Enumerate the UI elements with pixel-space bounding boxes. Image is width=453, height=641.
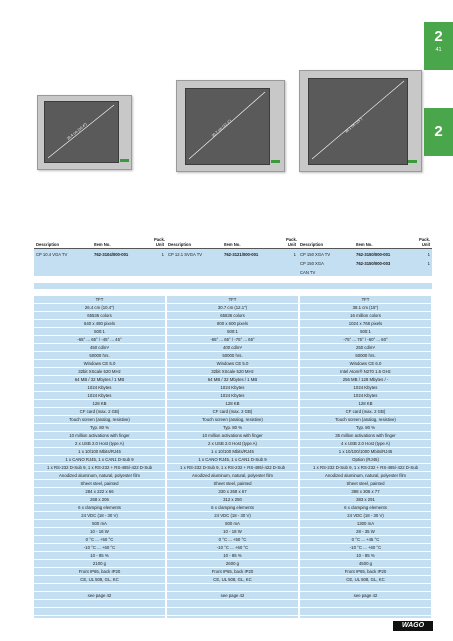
spec-cell: 24 VDC (18 - 30 V): [300, 512, 431, 520]
spec-cell: 284 x 222 x 66: [34, 488, 165, 496]
col-header: Description: [298, 233, 354, 249]
page-number: 41: [435, 47, 442, 53]
spec-cell: Anodized aluminum, natural, polyester film: [167, 472, 298, 480]
spec-cell: 500 mA: [34, 520, 165, 528]
col-header: Description: [166, 233, 222, 249]
spec-cell: 50000 hrs.: [34, 352, 165, 360]
spec-cell: Typ. 80 %: [300, 424, 431, 432]
spec-cell: -10 °C ... +60 °C: [300, 544, 431, 552]
spec-cell: 28 - 35 W: [300, 528, 431, 536]
spec-cell: 128 KB: [167, 400, 298, 408]
spacer-band: [34, 283, 432, 289]
col-header: Item No.: [354, 233, 416, 249]
spec-cell: 0 °C ... +50 °C: [34, 536, 165, 544]
spec-cell: 128 KB: [34, 400, 165, 408]
spec-cell: 256 MB / 128 Mbytes / -: [300, 376, 431, 384]
spec-cell: Typ. 80 %: [34, 424, 165, 432]
spec-cell: 2 x USB 2.0 Host (type A): [34, 440, 165, 448]
spec-cell: TFT: [34, 296, 165, 304]
chapter-tab-mid[interactable]: 2: [424, 108, 453, 156]
spec-cell: 2600 g: [167, 560, 298, 568]
spec-column-10in: [34, 296, 165, 618]
col-header: Pack. Unit: [152, 233, 166, 249]
wago-brand-logo: WAGO: [393, 621, 433, 631]
spec-cell: 10 million activations with finger: [34, 432, 165, 440]
spec-cell: 10 - 85 %: [34, 552, 165, 560]
spec-cell: CE, UL 508, GL, KC: [34, 576, 165, 584]
spec-cell: -65° ... 65° / -45° ... 45°: [34, 336, 165, 344]
spec-cell: TFT: [300, 296, 431, 304]
spec-cell: Typ. 80 %: [167, 424, 298, 432]
spec-cell: 1024 Kbytes: [34, 392, 165, 400]
spec-cell: 1 x 10/100 Mbits/RJ45: [167, 448, 298, 456]
spec-cell: -75° ... 75° / -60° ... 60°: [300, 336, 431, 344]
spec-cell: 65536 colors: [167, 312, 298, 320]
spec-cell: Sheet steel, painted: [167, 480, 298, 488]
spec-cell: 1 x RS-232 D-Sub 9, 1 x RS-232 + RS-485/-422 D-Sub: [34, 464, 165, 472]
wago-logo-icon: [120, 159, 129, 162]
spec-cell: 4500 g: [300, 560, 431, 568]
product-item-no[interactable]: 762-3121/000-001: [222, 249, 284, 259]
spec-cell: 24 VDC (18 - 30 V): [167, 512, 298, 520]
spec-cell: [300, 584, 431, 592]
spec-cell: Option (RJ45): [300, 456, 431, 464]
spec-cell: 450 cd/m²: [34, 344, 165, 352]
spec-cell: Sheet steel, painted: [34, 480, 165, 488]
spec-cell: Windows CE 5.0: [34, 360, 165, 368]
spec-cell: [300, 608, 431, 616]
spec-cell: see page 42: [167, 592, 298, 600]
spec-column-12in: [167, 296, 298, 618]
spec-cell: Sheet steel, painted: [300, 480, 431, 488]
col-header: Item No.: [222, 233, 284, 249]
spec-cell: 10 million activations with finger: [167, 432, 298, 440]
spec-cell: Touch screen (analog, resistive): [167, 416, 298, 424]
wago-logo-icon: [271, 160, 280, 163]
spec-column-15in: [300, 296, 431, 618]
chapter-tab[interactable]: [424, 22, 453, 70]
diagonal-arrow-icon: [177, 81, 284, 171]
spec-cell: 398 x 306 x 77: [300, 488, 431, 496]
col-header: Item No.: [92, 233, 152, 249]
product-pack: 1: [284, 249, 298, 259]
spec-cell: 10 - 18 W: [167, 528, 298, 536]
spec-cell: Touch screen (analog, resistive): [34, 416, 165, 424]
spec-cell: 16 million colors: [300, 312, 431, 320]
spec-cell: 500:1: [300, 328, 431, 336]
spec-cell: [34, 584, 165, 592]
diagonal-label: 30.7 cm (12.1"): [211, 118, 233, 138]
spec-cell: see page 42: [34, 592, 165, 600]
spec-cell: CF card (max. 2 GB): [34, 408, 165, 416]
spec-cell: -65° ... 65° / -75° ... 65°: [167, 336, 298, 344]
spec-cell: 24 VDC (18 - 30 V): [34, 512, 165, 520]
spec-cell: 1024 Kbytes: [300, 384, 431, 392]
spec-cell: -10 °C ... +60 °C: [167, 544, 298, 552]
spec-cell: [34, 600, 165, 608]
table-row: [34, 267, 432, 276]
spec-cell: 32bit XScale 520 MHz: [34, 368, 165, 376]
spec-cell: 6 x clamping elements: [34, 504, 165, 512]
panel-image-15in: [299, 70, 422, 172]
table-row: [34, 258, 432, 267]
spec-cell: see page 42: [300, 592, 431, 600]
spec-cell: Intel Atom® N270 1.6 GHz: [300, 368, 431, 376]
spec-cell: 1024 Kbytes: [300, 392, 431, 400]
spec-cell: 500 mA: [167, 520, 298, 528]
spec-cell: 268 x 206: [34, 496, 165, 504]
diagonal-label: 26.4 cm (10.4"): [66, 122, 88, 141]
spec-cell: 35 million activations with finger: [300, 432, 431, 440]
spec-cell: 65536 colors: [34, 312, 165, 320]
spec-cell: 4 x USB 2.0 Host (type A): [300, 440, 431, 448]
product-description: CAN TV: [298, 267, 354, 276]
spec-cell: 0 °C ... +45 °C: [300, 536, 431, 544]
spec-cell: 1 x RS-232 D-Sub 9, 1 x RS-232 + RS-485/-422 D-Sub: [167, 464, 298, 472]
spec-cell: Anodized aluminum, natural, polyester film: [300, 472, 431, 480]
spec-cell: 250 cd/m²: [300, 344, 431, 352]
panel-image-12in: [176, 80, 285, 172]
product-item-no[interactable]: 762-3104/000-001: [92, 249, 152, 259]
spec-cell: -10 °C ... +60 °C: [34, 544, 165, 552]
product-pack: 1: [416, 258, 432, 267]
spec-cell: [167, 600, 298, 608]
spec-cell: 1024 x 768 pixels: [300, 320, 431, 328]
diagonal-label: 38.1 cm (15"): [344, 116, 364, 134]
spec-cell: [167, 608, 298, 616]
product-pack: 1: [416, 249, 432, 259]
spec-cell: 500:1: [167, 328, 298, 336]
product-item-no[interactable]: 762-3150/000-003: [354, 258, 416, 267]
spec-cell: 6 x clamping elements: [300, 504, 431, 512]
product-description: CP 150 XGA TV: [298, 249, 354, 259]
spec-cell: 1 x CANO RJ45, 1 x CAN1 D-Sub 9: [34, 456, 165, 464]
spec-cell: 64 MB / 32 Mbytes / 1 MB: [34, 376, 165, 384]
spec-cell: Touch screen (analog, resistive): [300, 416, 431, 424]
spec-cell: Windows CE 5.0: [167, 360, 298, 368]
spec-cell: CF card (max. 2 GB): [300, 408, 431, 416]
spec-cell: CE, UL 508, GL, KC: [300, 576, 431, 584]
col-header: Description: [34, 233, 92, 249]
spec-cell: 1024 Kbytes: [167, 392, 298, 400]
spec-cell: 128 KB: [300, 400, 431, 408]
spec-cell: CF card (max. 2 GB): [167, 408, 298, 416]
diagonal-arrow-icon: [300, 71, 421, 171]
spec-cell: 0 °C ... +50 °C: [167, 536, 298, 544]
spec-cell: 64 MB / 32 Mbytes / 1 MB: [167, 376, 298, 384]
spec-cell: 1 x CANO RJ45, 1 x CAN1 D-Sub 9: [167, 456, 298, 464]
product-description: CP 12.1 SVGA TV: [166, 249, 222, 259]
product-description: CP 10.4 VGA TV: [34, 249, 92, 259]
spec-cell: Front IP65, back IP20: [34, 568, 165, 576]
col-header: Pack. Unit: [284, 233, 298, 249]
spec-cell: 50000 hrs.: [300, 352, 431, 360]
spec-cell: 1 x RS-232 D-Sub 9, 1 x RS-232 + RS-485/-422 D-Sub: [300, 464, 431, 472]
spec-cell: 26.4 cm (10.4"): [34, 304, 165, 312]
spec-cell: 10 - 85 %: [167, 552, 298, 560]
spec-cell: Front IP65, back IP20: [300, 568, 431, 576]
chapter-number: 2: [434, 28, 443, 45]
spec-cell: 2100 g: [34, 560, 165, 568]
spec-cell: 1024 Kbytes: [34, 384, 165, 392]
spec-cell: 10 - 18 W: [34, 528, 165, 536]
spec-cell: [167, 584, 298, 592]
spec-cell: 1 x 10/100 Mbits/RJ45: [34, 448, 165, 456]
spec-cell: Front IP65, back IP20: [167, 568, 298, 576]
spec-cell: 400 cd/m²: [167, 344, 298, 352]
spec-cell: 6 x clamping elements: [167, 504, 298, 512]
spec-cell: Anodized aluminum, natural, polyester film: [34, 472, 165, 480]
spec-cell: [300, 600, 431, 608]
table-row: [34, 249, 432, 259]
col-header: Pack. Unit: [416, 233, 432, 249]
spec-cell: 800 x 600 pixels: [167, 320, 298, 328]
diagonal-arrow-icon: [38, 96, 131, 169]
product-pack: 1: [152, 249, 166, 259]
spec-cell: Windows CE 6.0: [300, 360, 431, 368]
spec-cell: 30.7 cm (12.1"): [167, 304, 298, 312]
spec-cell: 38.1 cm (15"): [300, 304, 431, 312]
spec-cell: 50000 hrs.: [167, 352, 298, 360]
product-item-no[interactable]: 762-3150/000-001: [354, 249, 416, 259]
spec-cell: 10 - 85 %: [300, 552, 431, 560]
spec-cell: 640 x 480 pixels: [34, 320, 165, 328]
spec-cell: 330 x 268 x 67: [167, 488, 298, 496]
product-description: CP 150 XGA: [298, 258, 354, 267]
spec-cell: 1300 mA: [300, 520, 431, 528]
panel-image-10in: [37, 95, 132, 170]
wago-logo-icon: [408, 160, 417, 163]
spec-cell: 2 x USB 2.0 Host (type A): [167, 440, 298, 448]
spec-cell: CE, UL 508, GL, KC: [167, 576, 298, 584]
spec-cell: 383 x 291: [300, 496, 431, 504]
spec-cell: TFT: [167, 296, 298, 304]
table-header-row: [34, 233, 432, 249]
order-table: [34, 233, 432, 276]
spec-cell: 1 x 10/100/1000 Mbits/RJ45: [300, 448, 431, 456]
spec-cell: 32bit XScale 520 MHz: [167, 368, 298, 376]
spec-cell: 500:1: [34, 328, 165, 336]
spec-cell: [34, 608, 165, 616]
spec-cell: 1024 Kbytes: [167, 384, 298, 392]
spec-cell: 312 x 250: [167, 496, 298, 504]
